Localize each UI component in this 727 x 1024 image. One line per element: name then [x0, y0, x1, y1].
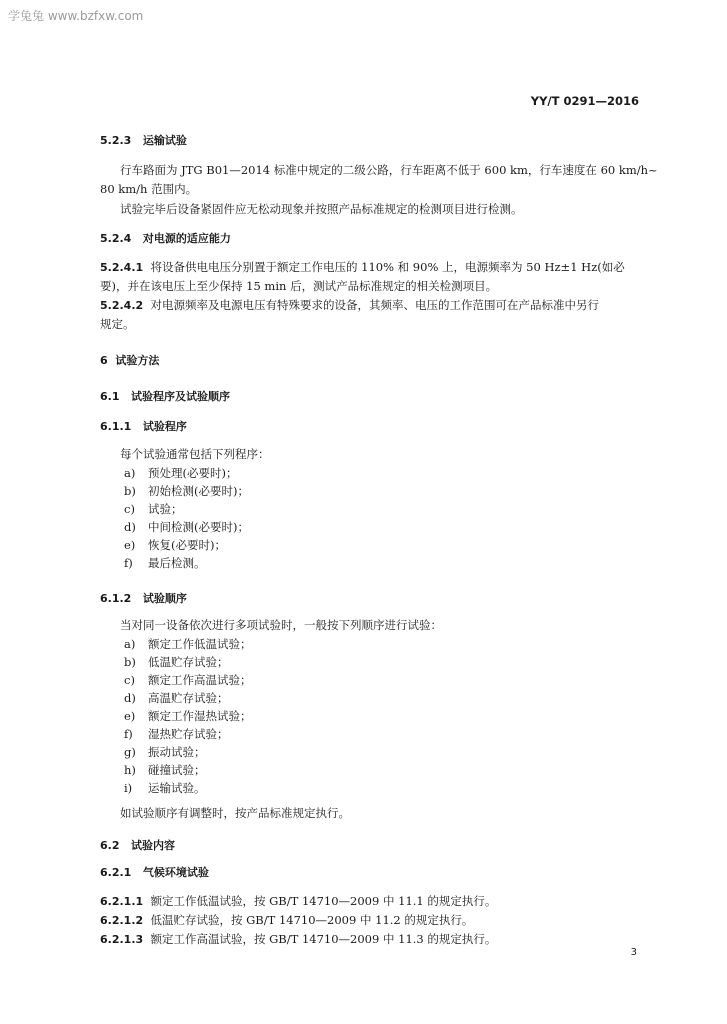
clause-number: 6.2.1.1: [100, 895, 144, 908]
heading-number: 6.2.1: [100, 866, 132, 879]
clause-text: 将设备供电电压分别置于额定工作电压的 110% 和 90% 上，电源频率为 50 Hz±1 Hz(如必: [150, 260, 625, 274]
clause-6-2-1-1: [100, 893, 496, 909]
heading-number: 6.1: [100, 390, 120, 403]
clause-number: 6.2.1.2: [100, 914, 144, 927]
list-marker: a): [124, 637, 136, 651]
list-item: [124, 653, 252, 671]
heading-title: 试验内容: [131, 839, 175, 852]
list-marker: e): [124, 538, 136, 552]
clause-number: 6.2.1.3: [100, 933, 144, 946]
list-text: 额定工作低温试验；: [148, 637, 252, 651]
list-item: [124, 743, 252, 761]
heading-title: 试验顺序: [142, 592, 187, 605]
heading-5-2-3: [100, 132, 187, 148]
list-marker: b): [124, 655, 136, 669]
list-marker: d): [124, 691, 136, 705]
list-marker: h): [124, 763, 136, 777]
heading-6-2-1: [100, 864, 209, 880]
list-text: 最后检测。: [148, 556, 206, 570]
list-item: [124, 518, 249, 536]
page-number: 3: [630, 947, 637, 958]
heading-6-1-1: [100, 418, 187, 434]
clause-text: 额定工作高温试验，按 GB/T 14710—2009 中 11.3 的规定执行。: [150, 932, 497, 946]
paragraph-line: 80 km/h 范围内。: [100, 182, 198, 196]
heading-title: 气候环境试验: [142, 866, 209, 879]
heading-title: 试验程序及试验顺序: [131, 390, 230, 403]
procedure-list: [124, 464, 249, 572]
list-marker: e): [124, 709, 136, 723]
list-item: [124, 779, 252, 797]
list-item: [124, 689, 252, 707]
list-text: 运输试验。: [148, 781, 206, 795]
list-item: [124, 707, 252, 725]
list-item: [124, 536, 249, 554]
heading-number: 6.1.1: [100, 420, 132, 433]
list-marker: g): [124, 745, 136, 759]
clause-number: 5.2.4.1: [100, 261, 144, 274]
list-text: 额定工作高温试验；: [148, 673, 252, 687]
paragraph-line: 要)，并在该电压上至少保持 15 min 后，测试产品标准规定的相关检测项目。: [100, 279, 498, 293]
heading-number: 6.1.2: [100, 592, 132, 605]
list-text: 中间检测(必要时)；: [148, 520, 249, 534]
clause-5-2-4-1: [100, 259, 625, 275]
list-text: 低温贮存试验；: [148, 655, 229, 669]
heading-number: 6: [100, 354, 108, 367]
list-item: [124, 464, 249, 482]
heading-title: 运输试验: [142, 134, 187, 147]
list-text: 初始检测(必要时)；: [148, 484, 249, 498]
list-item: [124, 500, 249, 518]
list-item: [124, 671, 252, 689]
heading-6-1: [100, 388, 230, 404]
paragraph-line: 行车路面为 JTG B01—2014 标准中规定的二级公路，行车距离不低于 600 km，行车速度在 60 km/h~: [120, 163, 658, 177]
heading-6-1-2: [100, 590, 187, 606]
heading-number: 5.2.3: [100, 134, 132, 147]
heading-6-2: [100, 837, 175, 853]
list-text: 恢复(必要时)；: [148, 538, 226, 552]
list-item: [124, 761, 252, 779]
document-code: YY/T 0291—2016: [530, 94, 639, 108]
list-marker: d): [124, 520, 136, 534]
clause-text: 额定工作低温试验，按 GB/T 14710—2009 中 11.1 的规定执行。: [150, 894, 497, 908]
clause-6-2-1-2: [100, 912, 473, 928]
list-text: 高温贮存试验；: [148, 691, 229, 705]
list-text: 碰撞试验；: [148, 763, 206, 777]
heading-title: 对电源的适应能力: [142, 232, 231, 245]
list-text: 湿热贮存试验；: [148, 727, 229, 741]
paragraph-line: 规定。: [100, 317, 135, 331]
heading-5-2-4: [100, 230, 231, 246]
watermark: 学兔兔 www.bzfxw.com: [8, 9, 144, 23]
list-marker: a): [124, 466, 136, 480]
clause-number: 5.2.4.2: [100, 299, 144, 312]
list-item: [124, 635, 252, 653]
heading-number: 5.2.4: [100, 232, 132, 245]
list-outro: 如试验顺序有调整时，按产品标准规定执行。: [120, 806, 350, 820]
list-marker: f): [124, 556, 133, 570]
paragraph: 试验完毕后设备紧固件应无松动现象并按照产品标准规定的检测项目进行检测。: [120, 202, 523, 216]
list-marker: c): [124, 502, 135, 516]
list-item: [124, 725, 252, 743]
heading-number: 6.2: [100, 839, 120, 852]
clause-5-2-4-2: [100, 297, 599, 313]
heading-title: 试验程序: [142, 420, 187, 433]
clause-6-2-1-3: [100, 931, 496, 947]
list-text: 振动试验；: [148, 745, 206, 759]
clause-text: 对电源频率及电源电压有特殊要求的设备，其频率、电压的工作范围可在产品标准中另行: [150, 298, 599, 312]
clause-text: 低温贮存试验，按 GB/T 14710—2009 中 11.2 的规定执行。: [150, 913, 474, 927]
sequence-list: [124, 635, 252, 797]
heading-6: [100, 352, 159, 368]
list-text: 预处理(必要时)；: [148, 466, 238, 480]
list-marker: i): [124, 781, 133, 795]
list-text: 额定工作湿热试验；: [148, 709, 252, 723]
list-marker: f): [124, 727, 133, 741]
list-marker: b): [124, 484, 136, 498]
list-marker: c): [124, 673, 135, 687]
list-intro: 当对同一设备依次进行多项试验时，一般按下列顺序进行试验：: [120, 618, 442, 632]
list-item: [124, 482, 249, 500]
list-text: 试验；: [148, 502, 183, 516]
list-item: [124, 554, 249, 572]
heading-title: 试验方法: [115, 354, 160, 367]
list-intro: 每个试验通常包括下列程序：: [120, 447, 270, 461]
